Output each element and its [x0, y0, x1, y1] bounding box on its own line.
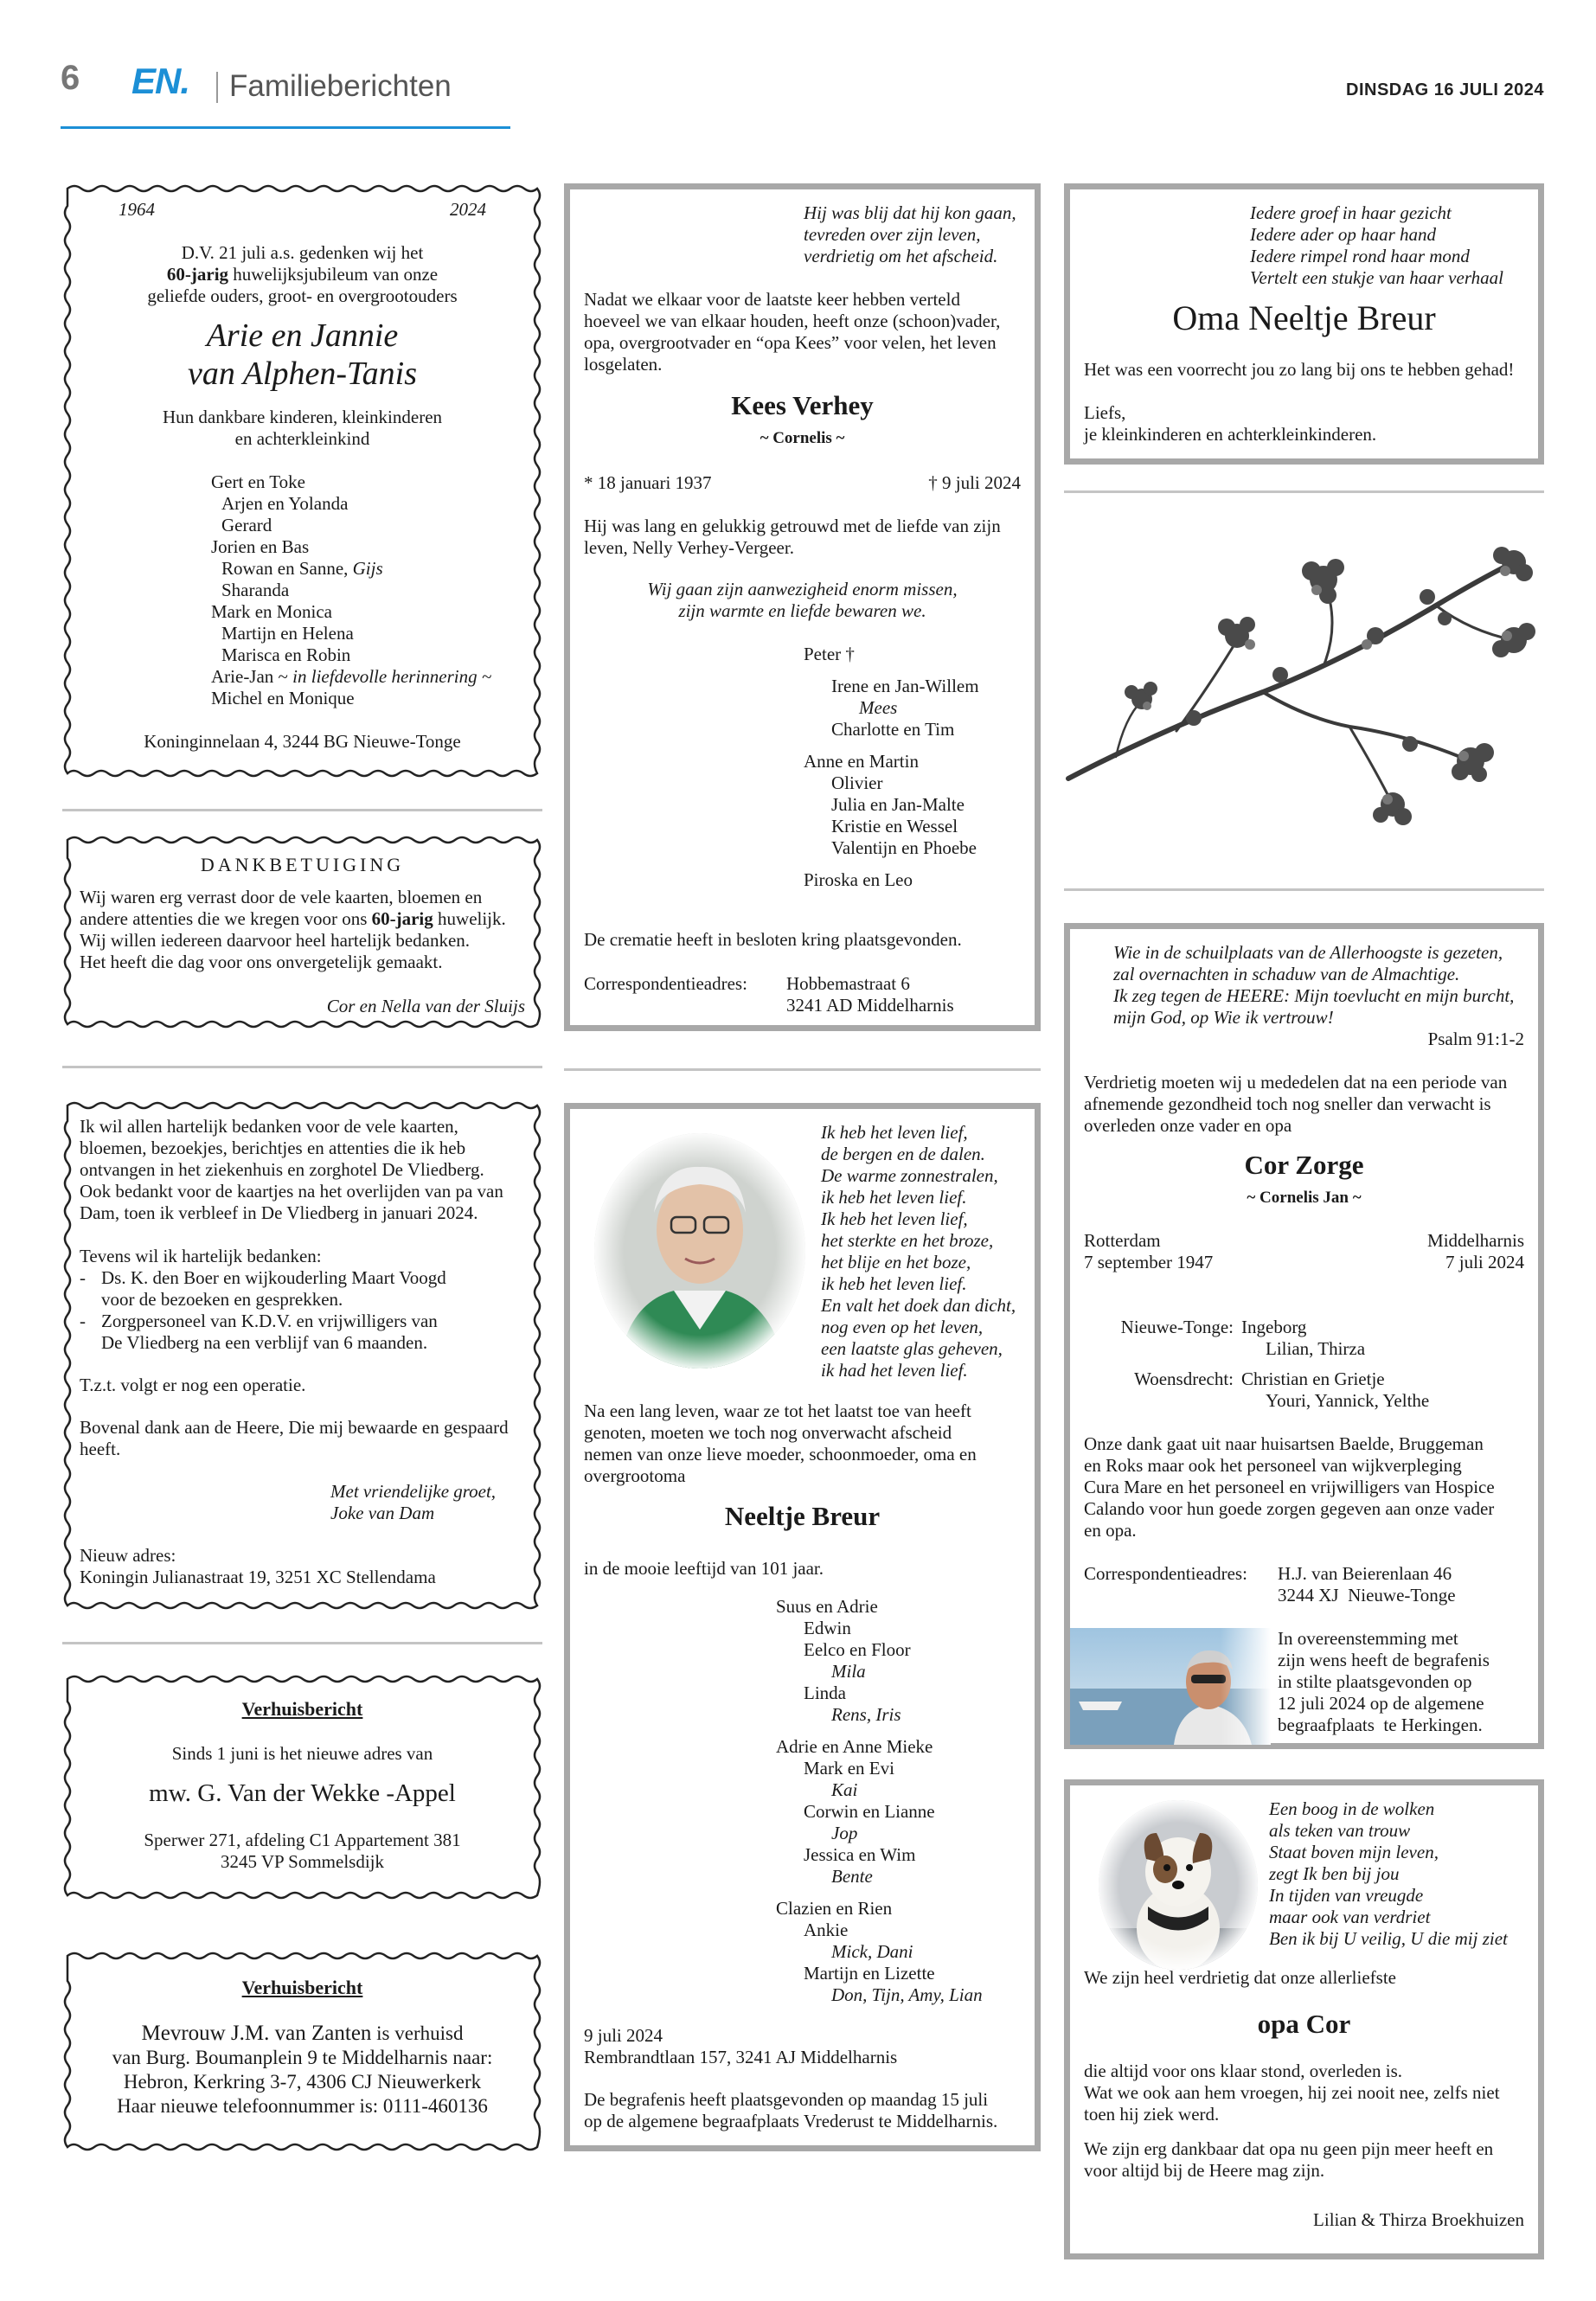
funeral-note: op de algemene begraafplaats Vrederust te Middelharnis.: [584, 2111, 998, 2131]
jubileum-address: Koninginnelaan 4, 3244 BG Nieuwe-Tonge: [144, 731, 461, 752]
thanks-text: heeft.: [80, 1439, 121, 1459]
obituary-text: Na een lang leven, waar ze tot het laatst toe van heeft: [584, 1400, 971, 1421]
thanks-text: bloemen, bezoekjes, berichtjes en attenties die ik heb: [80, 1138, 466, 1158]
family-member: Olivier: [831, 772, 883, 793]
death-place: Middelharnis: [1427, 1230, 1524, 1251]
psalm-line: mijn God, op Wie ik vertrouw!: [1113, 1007, 1334, 1028]
separator: [62, 1066, 542, 1068]
poem-line: ik heb het leven lief.: [821, 1187, 967, 1208]
neeltje-family-list: [776, 1596, 983, 2006]
poem-line: Iedere rimpel rond haar mond: [1250, 246, 1470, 266]
thanks-signature: Joke van Dam: [330, 1503, 435, 1523]
family-member: Bente: [831, 1866, 873, 1887]
family-member: Jop: [831, 1823, 858, 1843]
kees-family-list: [804, 644, 979, 891]
correspondence-label: Correspondentieadres:: [584, 973, 747, 994]
verhuisbericht-2: [62, 1951, 542, 2152]
portrait-photo: [1070, 1628, 1271, 1745]
tribute-text: die altijd voor ons klaar stond, overleden is.: [1084, 2061, 1403, 2081]
family-member: Rowan en Sanne,: [221, 558, 353, 579]
family-member: Jessica en Wim: [804, 1844, 916, 1865]
poem-line: Staat boven mijn leven,: [1269, 1842, 1439, 1862]
obituary-cor-zorge: [1064, 923, 1544, 1749]
obituary-text: afnemende gezondheid toch nog sneller dan verwacht is: [1084, 1093, 1491, 1114]
tribute-intro: We zijn heel verdrietig dat onze allerliefste: [1084, 1967, 1396, 1988]
separator: [564, 1068, 1041, 1071]
verhuis-1-title: Verhuisbericht: [241, 1698, 363, 1720]
obituary-text: leven, Nelly Verhey-Vergeer.: [584, 537, 794, 558]
jubileum-years: 60-jarig: [166, 264, 229, 285]
poem-line: En valt het doek dan dicht,: [821, 1295, 1016, 1316]
obituary-text: nemen van onze lieve moeder, schoonmoeder, oma en: [584, 1444, 977, 1465]
year-start: 1964: [119, 199, 155, 220]
family-member: Gert en Toke: [211, 471, 305, 492]
deceased-age: in de mooie leeftijd van 101 jaar.: [584, 1558, 824, 1579]
family-member: Kai: [831, 1779, 858, 1800]
poem-line: een laatste glas geheven,: [821, 1338, 1003, 1359]
birth-date: * 18 januari 1937: [584, 472, 712, 493]
separator: [1064, 888, 1544, 891]
poem-line: maar ook van verdriet: [1269, 1907, 1431, 1927]
tribute-oma-neeltje: [1064, 183, 1544, 465]
separator: [1064, 490, 1544, 493]
obituary-text: genoten, moeten we toch nog onverwacht afscheid: [584, 1422, 952, 1443]
obituary-text: Verdrietig moeten wij u mededelen dat na een periode van: [1084, 1072, 1508, 1093]
birth-place: Rotterdam: [1084, 1230, 1161, 1251]
correspondence-address: Hobbemastraat 6: [786, 973, 910, 994]
obituary-quote: zijn warmte en liefde bewaren we.: [678, 600, 926, 621]
verhuis-2-text: van Burg. Boumanplein 9 te Middelharnis naar:: [112, 2047, 493, 2068]
dankbetuiging-text: Wij willen iedereen daarvoor heel hartelijk bedanken.: [80, 930, 471, 951]
poem-line: zegt Ik ben bij jou: [1269, 1863, 1400, 1884]
thanks-list-intro: Tevens wil ik hartelijk bedanken:: [80, 1246, 322, 1266]
poem-line: het sterkte en het broze,: [821, 1230, 994, 1251]
obituary-text: Hij was lang en gelukkig getrouwd met de liefde van zijn: [584, 516, 1001, 536]
notice-address: Rembrandtlaan 157, 3241 AJ Middelharnis: [584, 2047, 898, 2067]
burial-note: In overeenstemming met: [1278, 1628, 1458, 1649]
page-number: 6: [61, 59, 80, 97]
family-member: Don, Tijn, Amy, Lian: [831, 1984, 983, 2005]
thanks-bullet: De Vliedberg na een verblijf van 6 maanden.: [101, 1332, 428, 1353]
dankbetuiging-text: Wij waren erg verrast door de vele kaarten, bloemen en: [80, 887, 483, 907]
dankbetuiging-title: DANKBETUIGING: [200, 854, 405, 875]
obituary-text: Nadat we elkaar voor de laatste keer hebben verteld: [584, 289, 960, 310]
family-member: Charlotte en Tim: [831, 719, 955, 740]
deceased-name: Kees Verhey: [731, 390, 874, 420]
poem-line: Ben ik bij U veilig, U die mij ziet: [1269, 1928, 1508, 1949]
family-member: Marisca en Robin: [221, 644, 351, 665]
thanks-bullet: voor de bezoeken en gesprekken.: [101, 1289, 343, 1310]
obituary-text: overgrootoma: [584, 1465, 686, 1486]
tribute-signature: Lilian & Thirza Broekhuizen: [1313, 2209, 1524, 2230]
obituary-text: losgelaten.: [584, 354, 663, 375]
family-member: Lilian, Thirza: [1266, 1338, 1366, 1359]
newspaper-logo: EN.: [131, 61, 190, 101]
correspondence-label: Correspondentieadres:: [1084, 1563, 1247, 1584]
family-member: Suus en Adrie: [776, 1596, 878, 1617]
deceased-name: Neeltje Breur: [724, 1501, 881, 1531]
family-location-label: Nieuwe-Tonge:: [1120, 1317, 1234, 1337]
obituary-kees-verhey: [564, 183, 1041, 1031]
family-member-extra: Gijs: [352, 558, 383, 579]
poem-line: als teken van trouw: [1269, 1820, 1411, 1841]
family-member: Clazien en Rien: [776, 1898, 893, 1919]
poem-line: tevreden over zijn leven,: [804, 224, 981, 245]
family-member: Peter †: [804, 644, 855, 664]
poem-line: Ik heb het leven lief,: [821, 1208, 968, 1229]
couple-name-1: Arie en Jannie: [206, 317, 399, 354]
portrait-photo: [592, 1131, 808, 1371]
couple-name-2: van Alphen-Tanis: [188, 356, 417, 392]
jubileum-family-list: [211, 471, 491, 709]
death-date: 7 juli 2024: [1445, 1252, 1524, 1272]
poem-line: In tijden van vreugde: [1269, 1885, 1424, 1906]
verhuis-2-address: Hebron, Kerkring 3-7, 4306 CJ Nieuwerkerk: [123, 2071, 482, 2093]
poem-line: Een boog in de wolken: [1269, 1798, 1435, 1819]
correspondence-address: 3241 AD Middelharnis: [786, 995, 954, 1016]
family-member: Arie-Jan ~: [211, 666, 293, 687]
notice-date: 9 juli 2024: [584, 2025, 663, 2046]
family-member: Linda: [804, 1682, 846, 1703]
family-member: Gerard: [221, 515, 272, 535]
verhuis-1-intro: Sinds 1 juni is het nieuwe adres van: [171, 1743, 433, 1764]
deceased-nickname: ~ Cornelis ~: [760, 429, 845, 447]
family-member: Ankie: [804, 1920, 849, 1940]
cremation-note: De crematie heeft in besloten kring plaatsgevonden.: [584, 929, 962, 950]
burial-note: begraafplaats te Herkingen.: [1278, 1715, 1483, 1735]
family-member: Adrie en Anne Mieke: [776, 1736, 933, 1757]
dankbetuiging-text: andere attenties die we kregen voor ons: [80, 908, 372, 929]
obituary-quote: Wij gaan zijn aanwezigheid enorm missen,: [647, 579, 958, 599]
thanks-text: Ook bedankt voor de kaartjes na het overlijden van pa van: [80, 1181, 503, 1202]
birth-date: 7 september 1947: [1084, 1252, 1214, 1272]
obituary-text: Onze dank gaat uit naar huisartsen Baelde, Bruggeman: [1084, 1433, 1484, 1454]
obituary-text: en Roks maar ook het personeel van wijkverpleging: [1084, 1455, 1462, 1476]
dankbetuiging-text: Het heeft die dag voor ons onvergetelijk gemaakt.: [80, 952, 443, 972]
family-member: Sharanda: [221, 580, 290, 600]
jubileum-intro: D.V. 21 juli a.s. gedenken wij het: [181, 242, 424, 263]
poem-line: nog even op het leven,: [821, 1317, 984, 1337]
verhuis-2-text: is verhuisd: [371, 2022, 464, 2044]
thanks-text: Bovenal dank aan de Heere, Die mij bewaarde en gespaard: [80, 1417, 509, 1438]
thanks-greeting: Met vriendelijke groet,: [330, 1481, 497, 1502]
verhuisbericht-1: [62, 1674, 542, 1900]
poem-line: ik had het leven lief.: [821, 1360, 968, 1381]
obituary-text: Calando voor hun goede zorgen gegeven aan onze vader: [1084, 1498, 1495, 1519]
tribute-text: We zijn erg dankbaar dat opa nu geen pijn meer heeft en: [1084, 2138, 1494, 2159]
dankbetuiging-text: huwelijk.: [433, 908, 506, 929]
obituary-text: hoeveel we van elkaar houden, heeft onze (schoon)vader,: [584, 311, 1001, 331]
section-title: Familieberichten: [229, 69, 452, 103]
poem-line: Hij was blij dat hij kon gaan,: [804, 202, 1016, 223]
family-member: Piroska en Leo: [804, 869, 913, 890]
poem-line: de bergen en de dalen.: [821, 1144, 985, 1164]
family-member: Anne en Martin: [804, 751, 919, 772]
family-member: Christian en Grietje: [1241, 1368, 1385, 1389]
family-member: Edwin: [804, 1618, 851, 1638]
family-member: Youri, Yannick, Yelthe: [1266, 1390, 1430, 1411]
jubileum-from-1: Hun dankbare kinderen, kleinkinderen: [162, 407, 443, 427]
psalm-line: zal overnachten in schaduw van de Almachtige.: [1113, 964, 1460, 984]
verhuis-2-phone: Haar nieuwe telefoonnummer is: 0111-460136: [117, 2095, 488, 2117]
family-member: Mees: [859, 697, 898, 718]
verhuis-1-address: 3245 VP Sommelsdijk: [220, 1851, 385, 1872]
tribute-closing: Liefs,: [1084, 402, 1126, 423]
family-location-label: Woensdrecht:: [1134, 1368, 1234, 1389]
header-rule: [61, 126, 510, 129]
jubileum-intro-2: huwelijksjubileum van onze: [228, 264, 439, 285]
family-member: Mick, Dani: [831, 1941, 913, 1962]
family-member: Mark en Monica: [211, 601, 332, 622]
burial-note: 12 juli 2024 op de algemene: [1278, 1693, 1484, 1714]
flower-branch-illustration: [1064, 545, 1544, 865]
obituary-neeltje-breur: [564, 1103, 1041, 2151]
family-member: Mark en Evi: [804, 1758, 894, 1779]
family-member: Michel en Monique: [211, 688, 355, 708]
tribute-text: toen hij ziek werd.: [1084, 2104, 1220, 2125]
poem-line: Iedere groef in haar gezicht: [1250, 202, 1452, 223]
family-member: Julia en Jan-Malte: [831, 794, 965, 815]
tribute-text: Het was een voorrecht jou zo lang bij ons te hebben gehad!: [1084, 359, 1515, 380]
tribute-text: voor altijd bij de Heere mag zijn.: [1084, 2160, 1325, 2181]
psalm-line: Wie in de schuilplaats van de Allerhoogste is gezeten,: [1113, 942, 1503, 963]
poem-line: verdrietig om het afscheid.: [804, 246, 998, 266]
jubileum-intro-3: geliefde ouders, groot- en overgrootouders: [147, 285, 458, 306]
dog-photo: [1096, 1798, 1260, 1971]
verhuis-2-name: Mevrouw J.M. van Zanten: [141, 2022, 372, 2045]
poem-line: Iedere ader op haar hand: [1250, 224, 1437, 245]
thanks-operation: T.z.t. volgt er nog een operatie.: [80, 1375, 306, 1395]
jubileum-announcement: [62, 183, 542, 779]
family-member: Mila: [831, 1661, 866, 1682]
obituary-text: opa, overgrootvader en “opa Kees” voor velen, het leven: [584, 332, 997, 353]
dankbetuiging-years: 60-jarig: [371, 908, 433, 929]
thanks-text: Ik wil allen hartelijk bedanken voor de vele kaarten,: [80, 1116, 458, 1137]
year-end: 2024: [450, 199, 486, 220]
poem-line: De warme zonnestralen,: [821, 1165, 998, 1186]
family-member: Jorien en Bas: [211, 536, 310, 557]
thanks-bullet: Ds. K. den Boer en wijkouderling Maart Voogd: [101, 1267, 446, 1288]
correspondence-address: 3244 XJ Nieuwe-Tonge: [1278, 1585, 1456, 1606]
separator: [62, 1642, 542, 1644]
family-member: Valentijn en Phoebe: [831, 837, 977, 858]
poem-line: het blije en het boze,: [821, 1252, 971, 1272]
thanks-text: ontvangen in het ziekenhuis en zorghotel De Vliedberg.: [80, 1159, 484, 1180]
dankbetuiging-signature: Cor en Nella van der Sluijs: [326, 996, 525, 1016]
family-member: Arjen en Yolanda: [221, 493, 349, 514]
verhuis-1-address: Sperwer 271, afdeling C1 Appartement 381: [144, 1830, 461, 1850]
thanks-text: Dam, toen ik verbleef in De Vliedberg in januari 2024.: [80, 1202, 478, 1223]
tribute-signature: je kleinkinderen en achterkleinkinderen.: [1084, 424, 1377, 445]
new-address-label: Nieuw adres:: [80, 1545, 176, 1566]
tribute-text: Wat we ook aan hem vroegen, hij zei nooit nee, zelfs niet: [1084, 2082, 1500, 2103]
deceased-name: Cor Zorge: [1244, 1150, 1364, 1180]
tribute-name: Oma Neeltje Breur: [1172, 298, 1436, 337]
poem-line: Vertelt een stukje van haar verhaal: [1250, 267, 1503, 288]
obituary-text: overleden onze vader en opa: [1084, 1115, 1292, 1136]
dankbetuiging-announcement: [62, 835, 542, 1029]
death-date: † 9 juli 2024: [928, 472, 1021, 493]
thanks-announcement: Ik wil allen hartelijk bedanken voor de vele kaarten, bloemen, bezoekjes, berichtjes en attenties die ik heb ontvangen in het ziekenhuis en zorghotel De Vliedberg. Ook bedankt voor de kaartjes na het overlijden van pa van Dam, toen ik verbleef in De Vliedberg in januari 2024. Tevens wil ik hartelijk bedanken: - Ds. K. den Boer en wijkouderling Maart Voogd voor de bezoeken en gesprekken. - Zorgpersoneel van K.D.V. en vrijwilligers van De Vliedberg na een verblijf van 6 maanden. T.z.t. volgt er nog een operatie. Bovenal dank aan de Heere, Die mij bewaarde en gespaard heeft. Met vriendelijke groet, Joke van Dam Nieuw adres: Koningin Julianastraat 19, 3251 XC Stellendama: [62, 1100, 542, 1611]
psalm-reference: Psalm 91:1-2: [1427, 1029, 1524, 1049]
jubileum-from-2: en achterkleinkind: [234, 428, 370, 449]
funeral-note: De begrafenis heeft plaatsgevonden op maandag 15 juli: [584, 2089, 989, 2110]
family-member: Corwin en Lianne: [804, 1801, 935, 1822]
correspondence-address: H.J. van Beierenlaan 46: [1278, 1563, 1452, 1584]
psalm-line: Ik zeg tegen de HEERE: Mijn toevlucht en mijn burcht,: [1113, 985, 1515, 1006]
deceased-nickname: ~ Cornelis Jan ~: [1247, 1189, 1362, 1207]
tribute-opa-cor: [1064, 1779, 1544, 2259]
family-member: Martijn en Lizette: [804, 1963, 935, 1984]
separator: [62, 809, 542, 811]
family-member: Kristie en Wessel: [831, 816, 958, 836]
poem-line: ik heb het leven lief.: [821, 1273, 967, 1294]
new-address: Koningin Julianastraat 19, 3251 XC Stellendama: [80, 1567, 436, 1587]
obituary-text: en opa.: [1084, 1520, 1137, 1541]
family-member: Irene en Jan-Willem: [831, 676, 979, 696]
header-divider: [216, 72, 218, 103]
family-member: Ingeborg: [1241, 1317, 1307, 1337]
obituary-text: Cura Mare en het personeel en vrijwilligers van Hospice: [1084, 1477, 1495, 1497]
memory-note: in liefdevolle herinnering ~: [292, 666, 492, 687]
burial-note: in stilte plaatsgevonden op: [1278, 1671, 1472, 1692]
thanks-bullet: Zorgpersoneel van K.D.V. en vrijwilligers van: [101, 1311, 438, 1331]
family-member: Rens, Iris: [831, 1704, 901, 1725]
verhuis-1-name: mw. G. Van der Wekke -Appel: [149, 1779, 456, 1807]
poem-line: Ik heb het leven lief,: [821, 1122, 968, 1143]
tribute-name: opa Cor: [1257, 2009, 1351, 2039]
burial-note: zijn wens heeft de begrafenis: [1278, 1650, 1490, 1670]
verhuis-2-title: Verhuisbericht: [241, 1977, 363, 1998]
family-member: Martijn en Helena: [221, 623, 354, 644]
family-member: Eelco en Floor: [804, 1639, 911, 1660]
edition-date: DINSDAG 16 JULI 2024: [1346, 80, 1544, 99]
